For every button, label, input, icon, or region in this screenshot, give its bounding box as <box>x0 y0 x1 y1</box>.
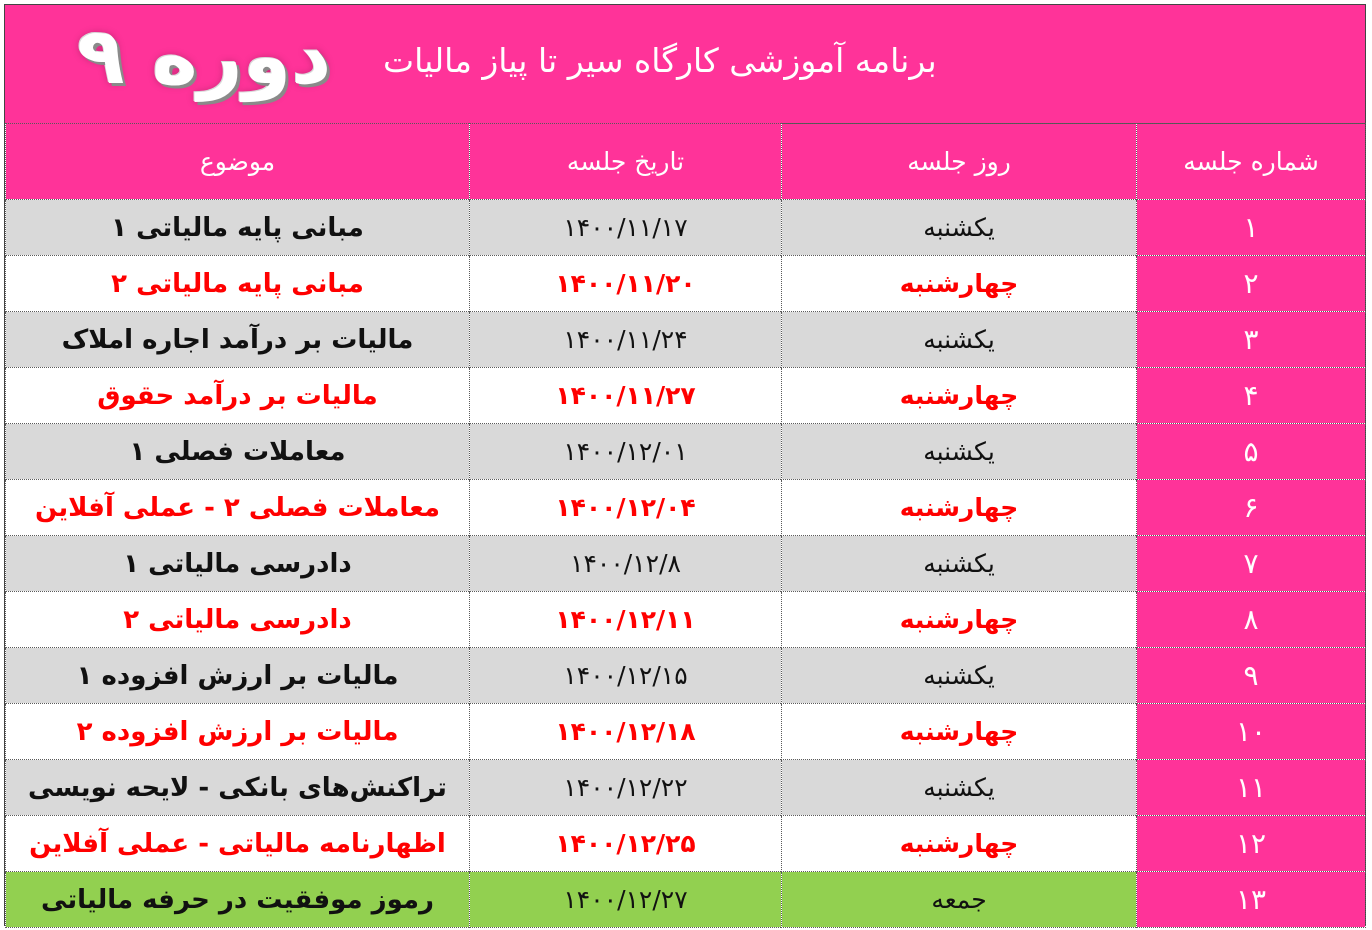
topic-cell[interactable]: رموز موفقیت در حرفه مالیاتی <box>6 872 470 928</box>
session-day-cell[interactable]: جمعه <box>782 872 1137 928</box>
table-row <box>6 480 1366 536</box>
session-date-cell[interactable]: ۱۴۰۰/۱۲/۸ <box>470 536 782 592</box>
table-row <box>6 704 1366 760</box>
topic-cell[interactable]: مبانی پایه مالیاتی ۱ <box>6 200 470 256</box>
table-row <box>6 592 1366 648</box>
session-date-cell[interactable]: ۱۴۰۰/۱۲/۱۱ <box>470 592 782 648</box>
topic-cell[interactable]: مالیات بر درآمد حقوق <box>6 368 470 424</box>
course-badge: دوره ۹ <box>77 12 332 102</box>
session-number-cell[interactable]: ۲ <box>1137 256 1366 312</box>
session-day-cell[interactable]: یکشنبه <box>782 536 1137 592</box>
session-day-cell[interactable]: چهارشنبه <box>782 368 1137 424</box>
title-banner <box>5 5 1365 124</box>
session-day-cell[interactable]: یکشنبه <box>782 760 1137 816</box>
session-number-cell[interactable]: ۵ <box>1137 424 1366 480</box>
session-date-cell[interactable]: ۱۴۰۰/۱۱/۱۷ <box>470 200 782 256</box>
table-row <box>6 424 1366 480</box>
session-number-cell[interactable]: ۷ <box>1137 536 1366 592</box>
header-session-day[interactable]: روز جلسه <box>782 124 1137 200</box>
session-day-cell[interactable]: یکشنبه <box>782 648 1137 704</box>
spreadsheet <box>4 4 1366 926</box>
session-number-cell[interactable]: ۹ <box>1137 648 1366 704</box>
session-number-cell[interactable]: ۸ <box>1137 592 1366 648</box>
schedule-table <box>5 123 1366 928</box>
session-day-cell[interactable]: چهارشنبه <box>782 256 1137 312</box>
session-number-cell[interactable]: ۱ <box>1137 200 1366 256</box>
session-date-cell[interactable]: ۱۴۰۰/۱۱/۲۷ <box>470 368 782 424</box>
topic-cell[interactable]: معاملات فصلی ۱ <box>6 424 470 480</box>
session-date-cell[interactable]: ۱۴۰۰/۱۲/۱۵ <box>470 648 782 704</box>
header-topic[interactable]: موضوع <box>6 124 470 200</box>
session-date-cell[interactable]: ۱۴۰۰/۱۲/۰۱ <box>470 424 782 480</box>
table-row <box>6 872 1366 928</box>
session-number-cell[interactable]: ۴ <box>1137 368 1366 424</box>
session-day-cell[interactable]: چهارشنبه <box>782 816 1137 872</box>
page-title: برنامه آموزشی کارگاه سیر تا پیاز مالیات <box>383 41 937 80</box>
session-number-cell[interactable]: ۱۰ <box>1137 704 1366 760</box>
session-number-cell[interactable]: ۱۳ <box>1137 872 1366 928</box>
session-day-cell[interactable]: یکشنبه <box>782 424 1137 480</box>
session-date-cell[interactable]: ۱۴۰۰/۱۲/۰۴ <box>470 480 782 536</box>
topic-cell[interactable]: معاملات فصلی ۲ - عملی آفلاین <box>6 480 470 536</box>
session-day-cell[interactable]: یکشنبه <box>782 312 1137 368</box>
topic-cell[interactable]: مالیات بر درآمد اجاره املاک <box>6 312 470 368</box>
header-row <box>6 124 1366 200</box>
session-date-cell[interactable]: ۱۴۰۰/۱۲/۲۵ <box>470 816 782 872</box>
table-row <box>6 200 1366 256</box>
topic-cell[interactable]: دادرسی مالیاتی ۲ <box>6 592 470 648</box>
session-date-cell[interactable]: ۱۴۰۰/۱۲/۲۷ <box>470 872 782 928</box>
session-day-cell[interactable]: چهارشنبه <box>782 480 1137 536</box>
table-row <box>6 312 1366 368</box>
session-date-cell[interactable]: ۱۴۰۰/۱۲/۱۸ <box>470 704 782 760</box>
topic-cell[interactable]: اظهارنامه مالیاتی - عملی آفلاین <box>6 816 470 872</box>
topic-cell[interactable]: مالیات بر ارزش افزوده ۱ <box>6 648 470 704</box>
session-date-cell[interactable]: ۱۴۰۰/۱۱/۲۴ <box>470 312 782 368</box>
table-row <box>6 760 1366 816</box>
topic-cell[interactable]: دادرسی مالیاتی ۱ <box>6 536 470 592</box>
header-session-number[interactable]: شماره جلسه <box>1137 124 1366 200</box>
session-number-cell[interactable]: ۶ <box>1137 480 1366 536</box>
session-day-cell[interactable]: چهارشنبه <box>782 704 1137 760</box>
session-day-cell[interactable]: چهارشنبه <box>782 592 1137 648</box>
session-date-cell[interactable]: ۱۴۰۰/۱۱/۲۰ <box>470 256 782 312</box>
table-row <box>6 536 1366 592</box>
header-session-date[interactable]: تاریخ جلسه <box>470 124 782 200</box>
topic-cell[interactable]: مالیات بر ارزش افزوده ۲ <box>6 704 470 760</box>
session-date-cell[interactable]: ۱۴۰۰/۱۲/۲۲ <box>470 760 782 816</box>
topic-cell[interactable]: تراکنش‌های بانکی - لایحه نویسی <box>6 760 470 816</box>
session-number-cell[interactable]: ۱۲ <box>1137 816 1366 872</box>
session-number-cell[interactable]: ۳ <box>1137 312 1366 368</box>
table-row <box>6 816 1366 872</box>
topic-cell[interactable]: مبانی پایه مالیاتی ۲ <box>6 256 470 312</box>
session-number-cell[interactable]: ۱۱ <box>1137 760 1366 816</box>
table-row <box>6 368 1366 424</box>
table-row <box>6 256 1366 312</box>
session-day-cell[interactable]: یکشنبه <box>782 200 1137 256</box>
table-row <box>6 648 1366 704</box>
